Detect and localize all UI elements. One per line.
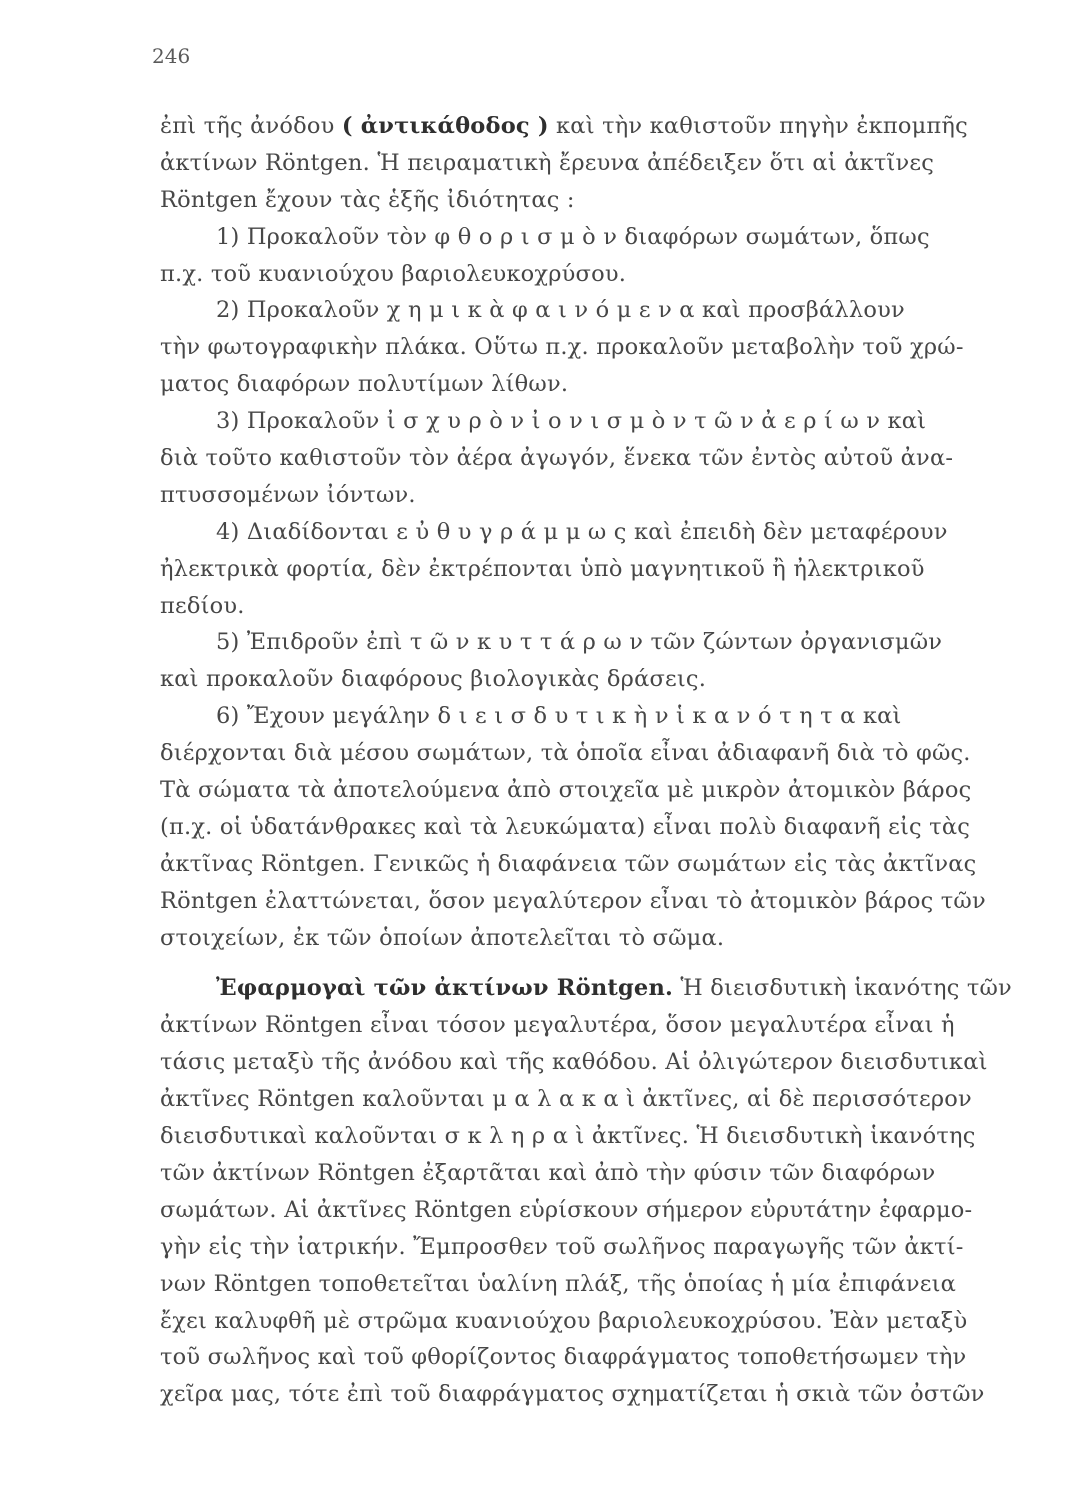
text-span: χεῖρα μας, τότε ἐπὶ τοῦ διαφράγματος σχηματίζεται ἡ σκιὰ τῶν ὀστῶν (160, 1381, 985, 1408)
text-span: τοῦ σωλῆνος καὶ τοῦ φθορίζοντος διαφράγματος τοποθετήσωμεν τὴν (160, 1344, 967, 1371)
text-span: ἔχει καλυφθῆ μὲ στρῶμα κυανιούχου βαριολευκοχρύσου. Ἐὰν μεταξὺ (160, 1307, 968, 1334)
text-line (160, 440, 1046, 477)
text-line (160, 661, 1046, 698)
text-line (160, 970, 1046, 1007)
text-line (160, 1118, 1046, 1155)
text-span: ἀκτίνων Röntgen εἶναι τόσον μεγαλυτέρα, ὅσον μεγαλυτέρα εἶναι ἡ (160, 1012, 955, 1039)
text-span: τὴν φωτογραφικὴν πλάκα. Οὕτω π.χ. προκαλοῦν μεταβολὴν τοῦ χρώ- (160, 334, 964, 361)
text-span: διεισδυτικαὶ καλοῦνται σ κ λ η ρ α ὶ ἀκτῖνες. Ἡ διεισδυτικὴ ἱκανότης (160, 1123, 976, 1150)
text-span: πτυσσομένων ἰόντων. (160, 481, 416, 508)
text-line (160, 1155, 1046, 1192)
text-line (160, 698, 1046, 735)
text-span: ἀκτίνων Röntgen. Ἡ πειραματικὴ ἔρευνα ἀπέδειξεν ὅτι αἱ ἀκτῖνες (160, 149, 935, 176)
text-span: τῶν ἀκτίνων Röntgen ἐξαρτᾶται καὶ ἀπὸ τὴν φύσιν τῶν διαφόρων (160, 1159, 936, 1186)
page-number: 246 (152, 44, 191, 68)
text-line (160, 1229, 1046, 1266)
text-span: π.χ. τοῦ κυανιούχου βαριολευκοχρύσου. (160, 260, 627, 287)
text-line (160, 366, 1046, 403)
text-span: διέρχονται διὰ μέσου σωμάτων, τὰ ὁποῖα εἶναι ἀδιαφανῆ διὰ τὸ φῶς. (160, 740, 971, 767)
text-line (160, 403, 1046, 440)
text-span: ἀκτῖνες Röntgen καλοῦνται μ α λ α κ α ὶ ἀκτῖνες, αἱ δὲ περισσότερον (160, 1086, 972, 1113)
section-gap (160, 956, 1046, 970)
text-line (160, 846, 1046, 883)
text-span: καὶ τὴν καθιστοῦν πηγὴν ἐκπομπῆς (548, 113, 968, 139)
text-span: (π.χ. οἱ ὑδατάνθρακες καὶ τὰ λευκώματα) εἶναι πολὺ διαφανῆ εἰς τὰς (160, 813, 971, 840)
text-line (160, 182, 1046, 219)
text-span: Ἡ διεισδυτικὴ ἱκανότης τῶν (673, 975, 1012, 1002)
text-span: γὴν εἰς τὴν ἰατρικήν. Ἔμπροσθεν τοῦ σωλῆνος παραγωγῆς τῶν ἀκτί- (160, 1233, 964, 1260)
text-line (160, 477, 1046, 514)
bold-text-span: Ἐφαρμογαὶ τῶν ἀκτίνων Röntgen. (216, 975, 674, 1002)
text-line (160, 1376, 1046, 1413)
text-span: πεδίου. (160, 592, 245, 619)
text-line (160, 624, 1046, 661)
text-line (160, 1303, 1046, 1340)
text-line (160, 514, 1046, 551)
text-span: Röntgen ἐλαττώνεται, ὅσον μεγαλύτερον εἶναι τὸ ἀτομικὸν βάρος τῶν (160, 887, 986, 914)
text-span: στοιχείων, ἐκ τῶν ὁποίων ἀποτελεῖται τὸ σῶμα. (160, 924, 725, 951)
text-line (160, 809, 1046, 846)
text-span: 2) Προκαλοῦν χ η μ ι κ ὰ φ α ι ν ό μ ε ν α καὶ προσβάλλουν (216, 297, 905, 324)
text-line (160, 883, 1046, 920)
text-line (160, 735, 1046, 772)
bold-text-span: ( ἀντικάθοδος ) (341, 113, 549, 139)
text-line (160, 588, 1046, 625)
text-line (160, 1007, 1046, 1044)
text-line (160, 1192, 1046, 1229)
text-line (160, 1339, 1046, 1376)
text-line (160, 1266, 1046, 1303)
text-span: 5) Ἐπιδροῦν ἐπὶ τ ῶ ν κ υ τ τ ά ρ ω ν τῶν ζώντων ὀργανισμῶν (216, 629, 943, 656)
text-line (160, 551, 1046, 588)
text-span: ματος διαφόρων πολυτίμων λίθων. (160, 371, 569, 398)
text-span: 4) Διαδίδονται ε ὐ θ υ γ ρ ά μ μ ω ς καὶ ἐπειδὴ δὲν μεταφέρουν (216, 518, 948, 545)
text-span: διὰ τοῦτο καθιστοῦν τὸν ἀέρα ἀγωγόν, ἕνεκα τῶν ἐντὸς αὐτοῦ ἀνα- (160, 445, 954, 472)
text-line (160, 920, 1046, 957)
text-line (160, 219, 1046, 256)
text-line (160, 1044, 1046, 1081)
text-line (160, 108, 1046, 145)
text-span: Τὰ σώματα τὰ ἀποτελούμενα ἀπὸ στοιχεῖα μὲ μικρὸν ἀτομικὸν βάρος (160, 777, 972, 804)
text-span: νων Röntgen τοποθετεῖται ὑαλίνη πλάξ, τῆς ὁποίας ἡ μία ἐπιφάνεια (160, 1270, 957, 1297)
text-line (160, 292, 1046, 329)
text-span: καὶ προκαλοῦν διαφόρους βιολογικὰς δράσεις. (160, 666, 707, 693)
text-span: σωμάτων. Αἱ ἀκτῖνες Röntgen εὑρίσκουν σήμερον εὐρυτάτην ἐφαρμο- (160, 1196, 973, 1223)
text-span: ἠλεκτρικὰ φορτία, δὲν ἐκτρέπονται ὑπὸ μαγνητικοῦ ἢ ἠλεκτρικοῦ (160, 555, 925, 582)
text-span: Röntgen ἔχουν τὰς ἑξῆς ἰδιότητας : (160, 186, 575, 213)
text-line (160, 329, 1046, 366)
text-line (160, 145, 1046, 182)
text-span: 3) Προκαλοῦν ἰ σ χ υ ρ ὸ ν ἰ ο ν ι σ μ ὸ ν τ ῶ ν ἀ ε ρ ί ω ν καὶ (216, 408, 927, 435)
text-span: 1) Προκαλοῦν τὸν φ θ ο ρ ι σ μ ὸ ν διαφόρων σωμάτων, ὅπως (216, 223, 930, 250)
text-line (160, 256, 1046, 293)
text-span: 6) Ἔχουν μεγάλην δ ι ε ι σ δ υ τ ι κ ὴ ν ἱ κ α ν ό τ η τ α καὶ (216, 703, 902, 730)
page-body-text (160, 108, 1046, 1413)
text-line (160, 772, 1046, 809)
text-span: ἐπὶ τῆς ἀνόδου (160, 113, 342, 139)
text-line (160, 1081, 1046, 1118)
text-span: ἀκτῖνας Röntgen. Γενικῶς ἡ διαφάνεια τῶν σωμάτων εἰς τὰς ἀκτῖνας (160, 850, 977, 877)
text-span: τάσις μεταξὺ τῆς ἀνόδου καὶ τῆς καθόδου. Αἱ ὀλιγώτερον διεισδυτικαὶ (160, 1049, 988, 1076)
